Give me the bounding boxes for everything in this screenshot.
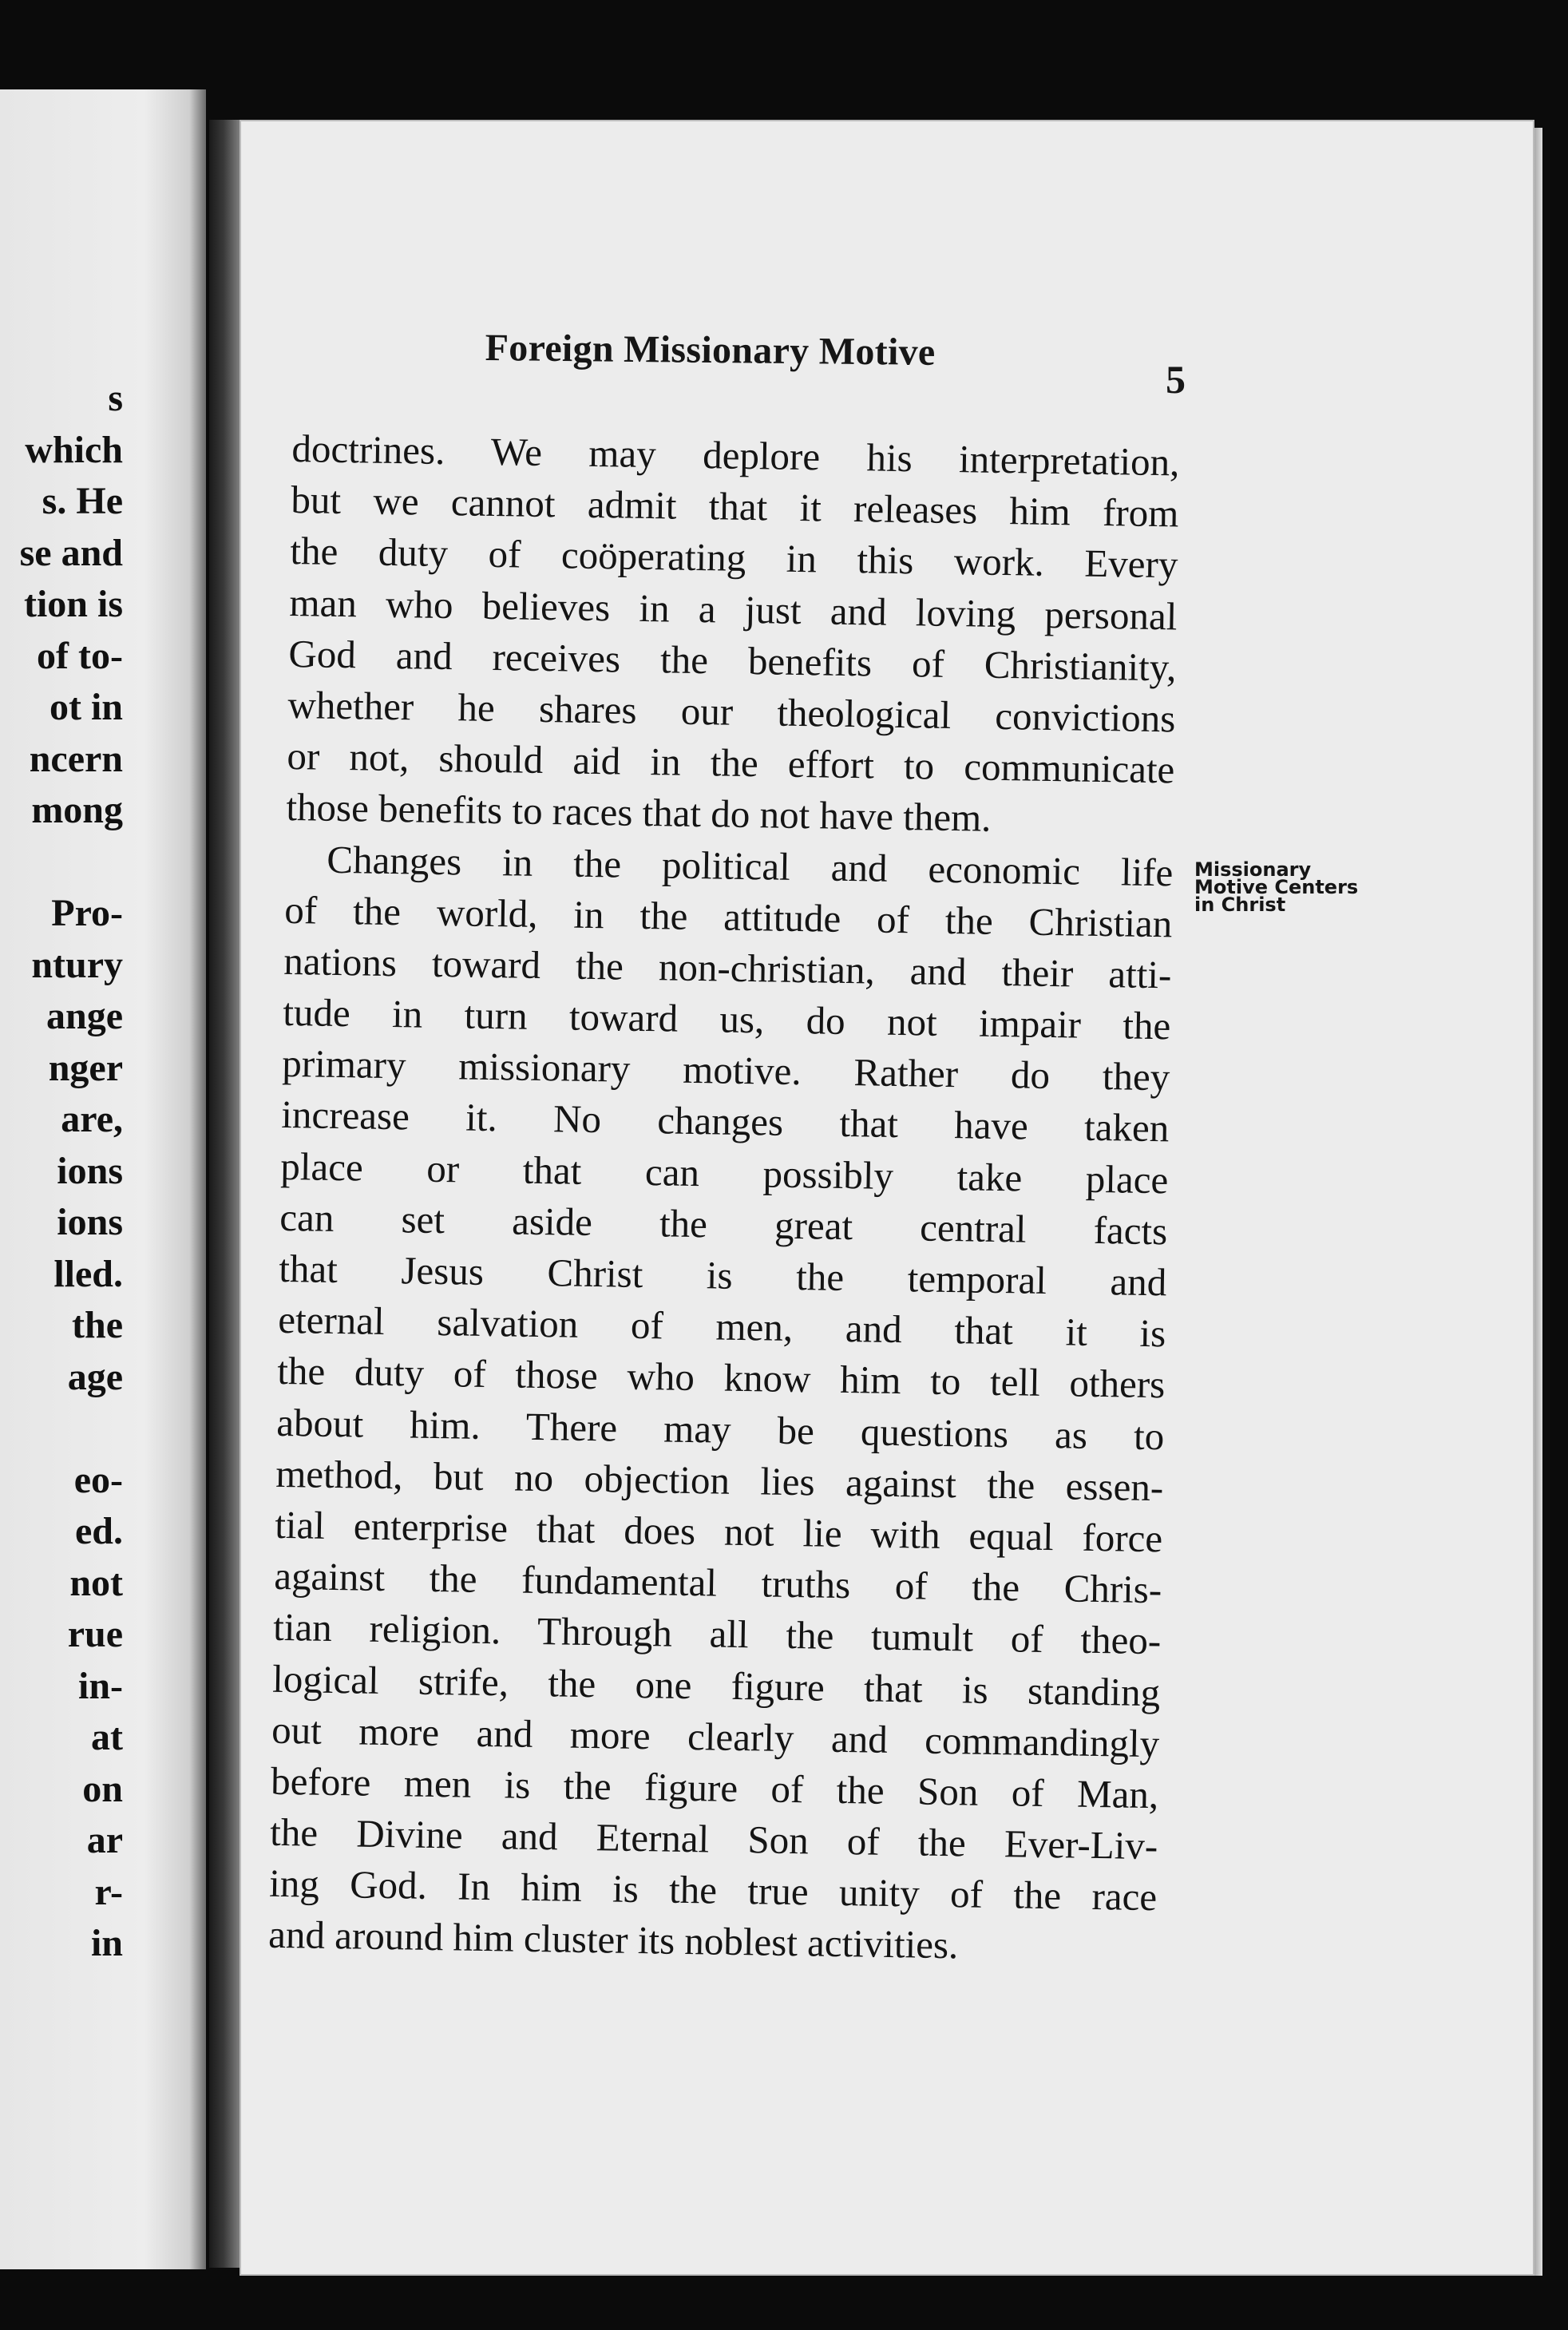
text-line: those benefits to races that do not have them. [286, 785, 992, 841]
left-line: are, [61, 1098, 123, 1140]
text-line: that Jesus Christ is the temporal and [278, 1246, 1167, 1305]
left-line: ntury [31, 943, 123, 986]
text-line: God and receives the benefits of Christianity, [288, 631, 1177, 690]
left-line: r- [94, 1870, 123, 1913]
left-line: ot in [49, 686, 123, 728]
text-line: increase it. No changes that have taken [280, 1092, 1170, 1151]
text-line: Changes in the political and economic life [327, 837, 1174, 894]
left-line: the [72, 1304, 123, 1346]
left-line: in- [77, 1664, 123, 1707]
margin-note-line: Motive Centers [1194, 876, 1359, 898]
text-line: or not, should aid in the effort to communicate [287, 734, 1175, 792]
text-line: place or that can possibly take place [279, 1143, 1169, 1202]
left-line: on [82, 1767, 123, 1810]
left-line: ed. [75, 1510, 123, 1552]
left-line [20, 837, 123, 889]
text-line: tial enterprise that does not lie with equal force [274, 1502, 1163, 1561]
left-page-text [20, 373, 123, 1970]
left-line: ange [46, 995, 123, 1037]
body-text [268, 423, 1180, 1975]
left-line: tion is [23, 583, 123, 625]
left-line: se and [19, 531, 123, 574]
text-line: can set aside the great central facts [279, 1195, 1168, 1254]
text-line: method, but no objection lies against the essen- [275, 1451, 1164, 1510]
left-line: s [108, 377, 123, 419]
left-line: in [90, 1922, 123, 1964]
text-line: tude in turn toward us, do not impair the [282, 989, 1171, 1048]
left-line: which [25, 428, 123, 471]
left-line: ions [57, 1149, 123, 1192]
left-line: mong [31, 789, 123, 831]
text-line: primary missionary motive. Rather do they [281, 1041, 1170, 1100]
left-line: at [91, 1716, 123, 1758]
text-line: the duty of those who know him to tell others [276, 1349, 1166, 1407]
page-edge [1534, 128, 1542, 2276]
text-line: eternal salvation of men, and that it is [277, 1298, 1166, 1356]
text-line: ing God. In him is the true unity of the race [268, 1861, 1158, 1920]
margin-note-line: in Christ [1194, 894, 1286, 916]
text-line: and around him cluster its noblest activities. [267, 1912, 959, 1967]
text-line: against the fundamental truths of the Chris- [273, 1553, 1162, 1612]
text-line: the Divine and Eternal Son of the Ever-Liv- [269, 1809, 1158, 1868]
text-line: the duty of coöperating in this work. Every [290, 529, 1178, 587]
left-page-fragment [0, 89, 206, 2269]
text-line: out more and more clearly and commandingly [271, 1707, 1160, 1765]
left-line: ar [86, 1819, 123, 1861]
text-line: but we cannot admit that it releases him from [291, 477, 1179, 536]
text-line: tian religion. Through all the tumult of theo- [272, 1605, 1162, 1663]
text-line: before men is the figure of the Son of Man, [270, 1758, 1159, 1817]
left-line: lled. [53, 1252, 123, 1295]
page-number: 5 [1166, 357, 1186, 402]
left-line: ions [57, 1201, 123, 1243]
text-line: logical strife, the one figure that is standing [271, 1656, 1161, 1714]
margin-note-line: Missionary [1194, 858, 1312, 881]
left-line: Pro- [51, 892, 123, 934]
left-line: rue [67, 1613, 123, 1655]
text-line: nations toward the non-christian, and their atti- [283, 938, 1172, 997]
text-line: whether he shares our theological convictions [287, 682, 1176, 741]
running-head: Foreign Missionary Motive [485, 326, 936, 374]
text-line: doctrines. We may deplore his interpretation, [291, 426, 1180, 485]
left-line [20, 1403, 123, 1455]
left-line: nger [48, 1046, 123, 1089]
text-line: man who believes in a just and loving personal [289, 580, 1178, 638]
left-line: age [67, 1355, 123, 1398]
left-line: eo- [73, 1458, 123, 1501]
left-line: of to- [37, 634, 123, 677]
margin-note [1194, 858, 1359, 916]
left-line: s. He [42, 480, 123, 522]
text-line: about him. There may be questions as to [275, 1400, 1165, 1458]
left-line: ncern [29, 737, 123, 780]
left-line: not [69, 1561, 123, 1604]
text-line: of the world, in the attitude of the Christian [283, 887, 1173, 946]
